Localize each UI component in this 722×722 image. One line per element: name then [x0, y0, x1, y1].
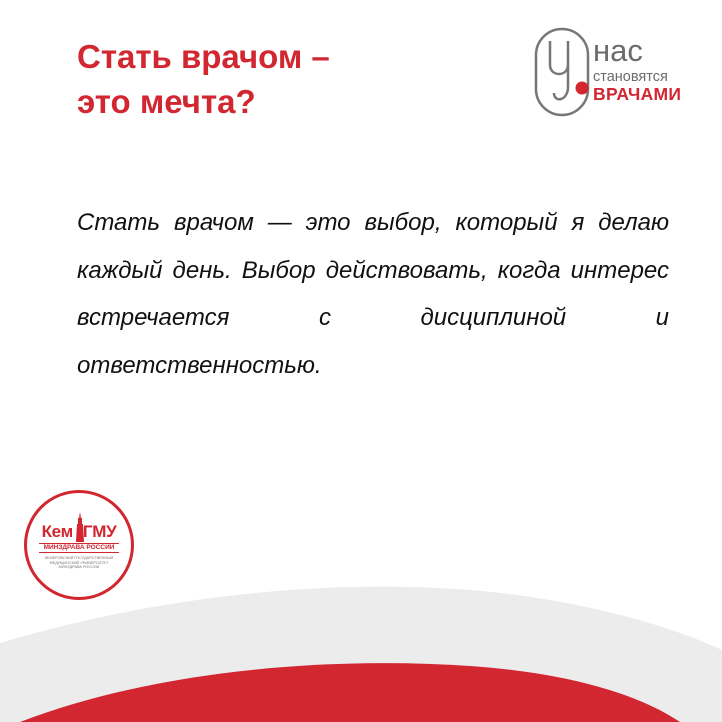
brand-text-line3-value: ВРАЧАМИ [593, 84, 682, 104]
university-logo [24, 490, 134, 600]
quote-text: Стать врачом — это выбор, который я делаю каждый день. Выбор действовать, когда интерес встречается с дисциплиной и ответственностью. [77, 209, 669, 379]
logo-fullname: КЕМЕРОВСКИЙ ГОСУДАРСТВЕННЫЙ МЕДИЦИНСКИЙ УНИВЕРСИТЕТ МИНЗДРАВА РОССИИ [44, 556, 114, 569]
brand-text-line3 [593, 84, 681, 104]
brand-text-line2: становятся [593, 69, 668, 85]
logo-ministry: МИНЗДРАВА РОССИИ [39, 543, 119, 553]
page-title [77, 34, 330, 124]
brand-logo [534, 27, 694, 119]
title-line-1: Стать врачом – [77, 38, 330, 75]
brand-text-line1: нас [593, 33, 643, 68]
title-line-2: это мечта? [77, 83, 256, 120]
logo-word-gmu: ГМУ [82, 522, 117, 541]
logo-word-kem: Кем [41, 522, 73, 541]
brand-letter-u-mark [534, 27, 596, 119]
logo-wordmark [24, 522, 134, 542]
